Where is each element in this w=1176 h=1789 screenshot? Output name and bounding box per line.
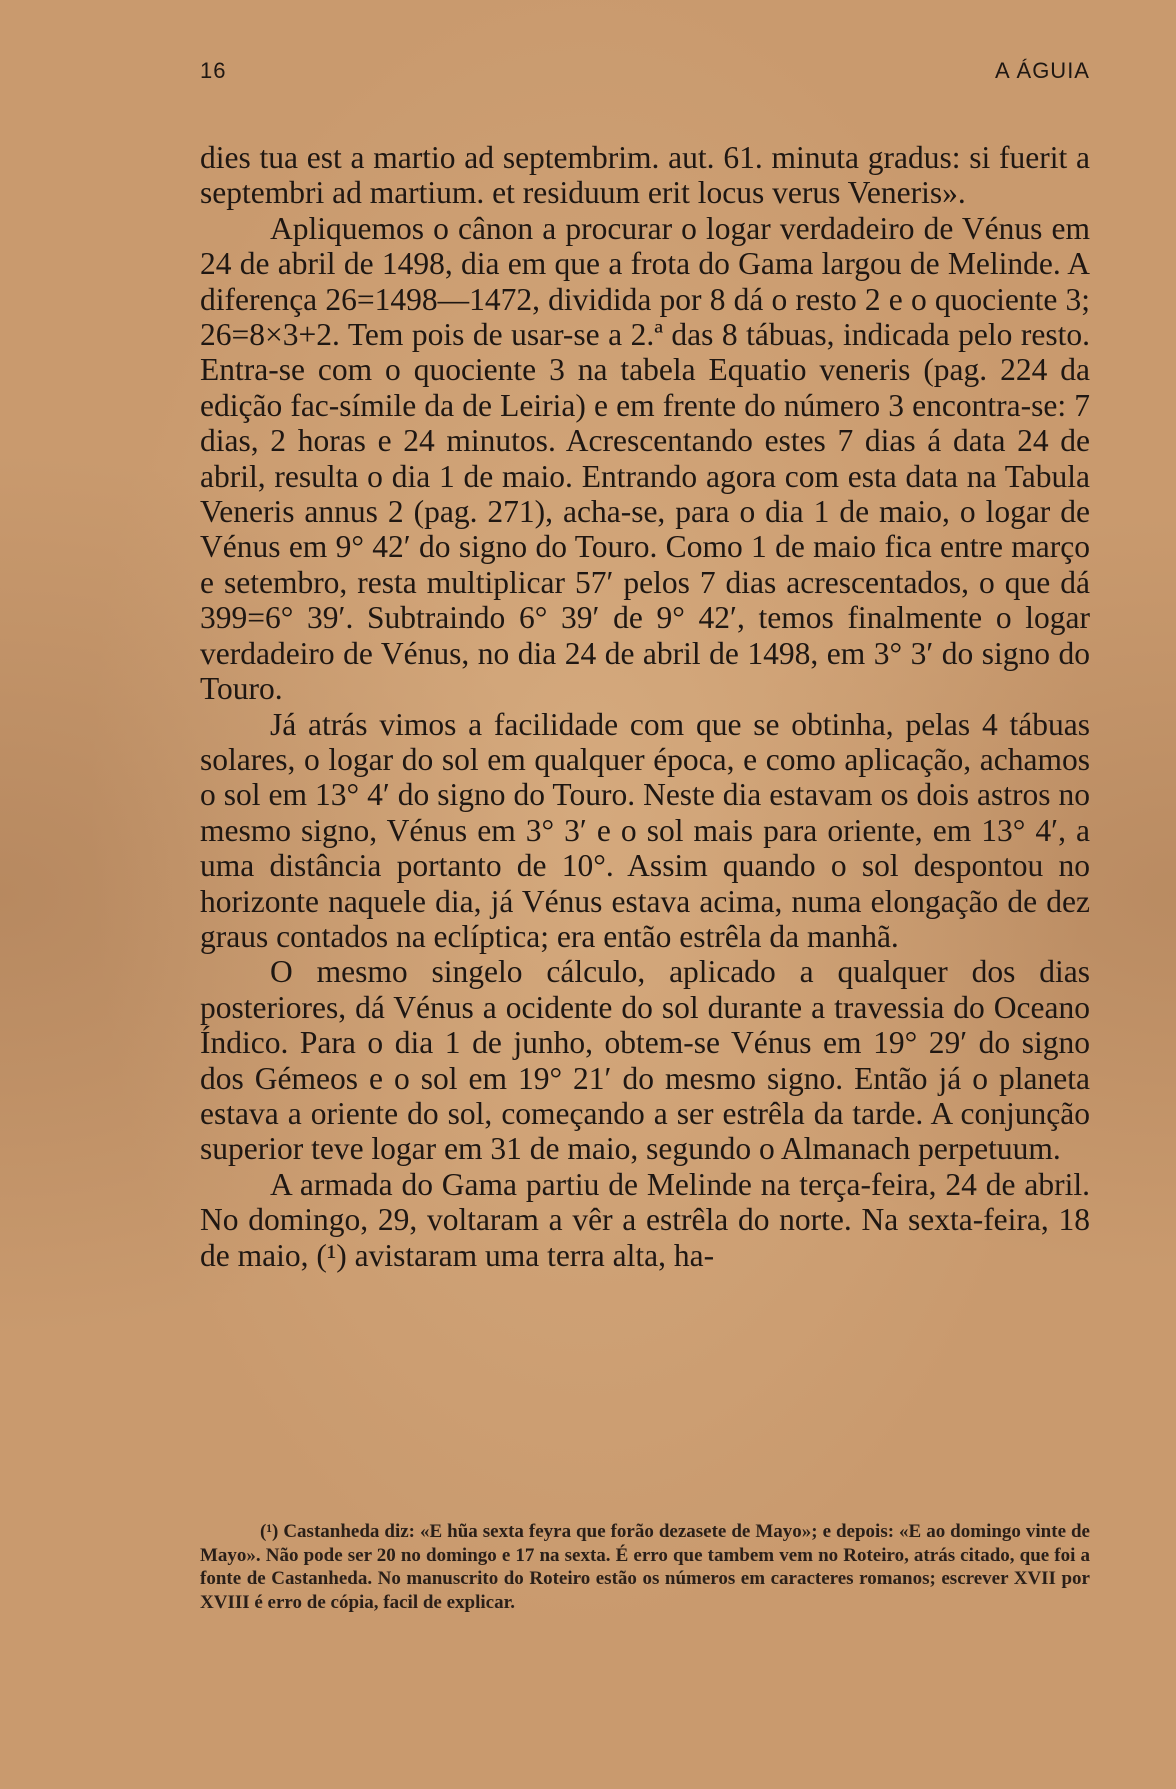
paragraph: A armada do Gama partiu de Melinde na terça-feira, 24 de abril. No domingo, 29, voltaram a vêr a estrêla do norte. Na sexta-feira, 18 de maio, (¹) avistaram uma terra alta, ha- [200,1166,1090,1273]
paragraph: O mesmo singelo cálculo, aplicado a qualquer dos dias posteriores, dá Vénus a ocidente do sol durante a travessia do Oceano Índico. Para o dia 1 de junho, obtem-se Vénus em 19° 29′ do signo dos Gémeos e o sol em 19° 21′ do mesmo signo. Então já o planeta estava a oriente do sol, começando a ser estrêla da tarde. A conjunção superior teve logar em 31 de maio, segundo o Almanach perpetuum. [200,954,1090,1167]
paragraph: Apliquemos o cânon a procurar o logar verdadeiro de Vénus em 24 de abril de 1498, dia em que a frota do Gama largou de Melinde. A diferença 26=1498—1472, dividida por 8 dá o resto 2 e o quociente 3; 26=8×3+2. Tem pois de usar-se a 2.ª das 8 tábuas, indicada pelo resto. Entra-se com o quociente 3 na tabela Equatio veneris (pag. 224 da edição fac-símile da de Leiria) e em frente do número 3 encontra-se: 7 dias, 2 horas e 24 minutos. Acrescentando estes 7 dias á data 24 de abril, resulta o dia 1 de maio. Entrando agora com esta data na Tabula Veneris annus 2 (pag. 271), acha-se, para o dia 1 de maio, o logar de Vénus em 9° 42′ do signo do Touro. Como 1 de maio fica entre março e setembro, resta multiplicar 57′ pelos 7 dias acrescentados, o que dá 399=6° 39′. Subtraindo 6° 39′ de 9° 42′, temos finalmente o logar verdadeiro de Vénus, no dia 24 de abril de 1498, em 3° 3′ do signo do Touro. [200,210,1090,707]
book-page [200,40,1090,1740]
footnote [200,1520,1090,1614]
paragraph: dies tua est a martio ad septembrim. aut. 61. minuta gradus: si fuerit a septembri ad martium. et residuum erit locus verus Veneris». [200,140,1090,211]
journal-title: A ÁGUIA [994,58,1090,83]
paragraph: Já atrás vimos a facilidade com que se obtinha, pelas 4 tábuas solares, o logar do sol em qualquer época, e como aplicação, achamos o sol em 13° 4′ do signo do Touro. Neste dia estavam os dois astros no mesmo signo, Vénus em 3° 3′ e o sol mais para oriente, em 13° 4′, a uma distância portanto de 10°. Assim quando o sol despontou no horizonte naquele dia, já Vénus estava acima, numa elongação de dez graus contados na eclíptica; era então estrêla da manhã. [200,706,1090,954]
body-text [200,140,1090,1273]
footnote-text: (¹) Castanheda diz: «E hũa sexta feyra que forão dezasete de Mayo»; e depois: «E ao domingo vinte de Mayo». Não pode ser 20 no domingo e 17 na sexta. É erro que tambem vem no Roteiro, atrás citado, que foi a fonte de Castanheda. No manuscrito do Roteiro estão os números em caracteres romanos; escrever XVII por XVIII é erro de cópia, facil de explicar. [200,1521,1090,1613]
page-number: 16 [200,58,227,83]
